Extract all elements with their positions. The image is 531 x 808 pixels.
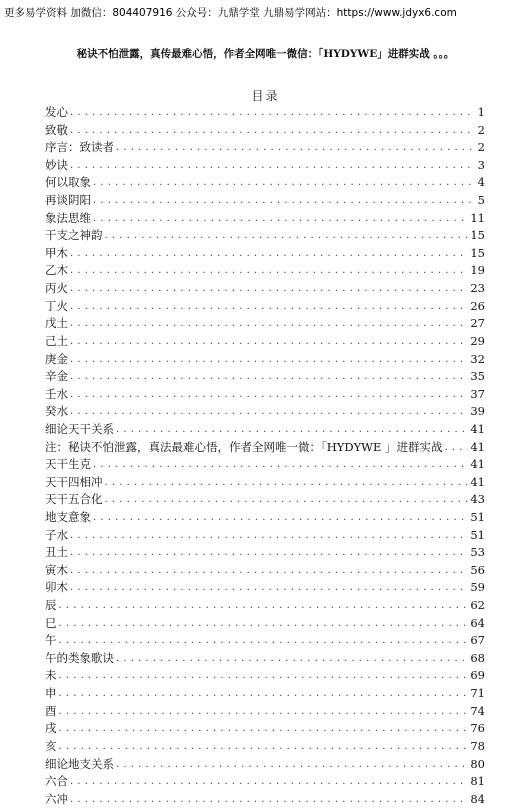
toc-entry-label: 辰 (45, 598, 57, 613)
toc-entry-page: 15 (470, 245, 485, 260)
toc-entry-page: 41 (470, 474, 485, 489)
toc-leader-dots (93, 509, 468, 527)
toc-entry-label: 天干五合化 (45, 492, 103, 507)
toc-leader-dots (59, 632, 469, 650)
toc-entry[interactable] (45, 650, 485, 668)
toc-entry[interactable] (45, 491, 485, 509)
toc-leader-dots (93, 174, 473, 192)
toc-leader-dots (59, 720, 469, 738)
toc-entry[interactable] (45, 562, 485, 580)
toc-entry-label: 注：秘诀不怕泄露，真法最难心悟，作者全网唯一微：「HYDYWE 」进群实战 (45, 439, 443, 454)
toc-leader-dots (116, 756, 468, 774)
toc-entry[interactable] (45, 210, 485, 228)
toc-entry-page: 78 (470, 738, 485, 753)
toc-entry[interactable] (45, 368, 485, 386)
toc-entry-label: 己土 (45, 333, 68, 348)
toc-entry[interactable] (45, 703, 485, 721)
toc-entry-label: 亥 (45, 738, 57, 753)
toc-leader-dots (105, 227, 469, 245)
toc-entry[interactable] (45, 439, 485, 457)
toc-entry-page: 41 (470, 457, 485, 472)
toc-leader-dots (70, 122, 473, 140)
toc-leader-dots (70, 791, 468, 808)
toc-leader-dots (70, 773, 468, 791)
toc-entry[interactable] (45, 756, 485, 774)
toc-leader-dots (59, 668, 469, 686)
toc-entry-page: 2 (477, 122, 485, 137)
toc-entry[interactable] (45, 245, 485, 263)
toc-leader-dots (70, 104, 473, 122)
toc-leader-dots (70, 403, 468, 421)
toc-leader-dots (70, 386, 468, 404)
toc-entry-label: 午 (45, 633, 57, 648)
toc-entry-label: 甲木 (45, 245, 68, 260)
header-note: 秘诀不怕泄露，真传最难心悟，作者全网唯一微信：「HYDYWE」进群实战 。。。 (76, 48, 455, 60)
toc-leader-dots (59, 615, 469, 633)
toc-entry-page: 43 (470, 492, 485, 507)
toc-entry[interactable] (45, 139, 485, 157)
toc-entry[interactable] (45, 685, 485, 703)
toc-entry-label: 干支之神韵 (45, 228, 103, 243)
toc-entry-label: 丙火 (45, 281, 68, 296)
toc-entry-page: 68 (470, 650, 485, 665)
toc-entry-label: 妙诀 (45, 157, 68, 172)
toc-entry[interactable] (45, 544, 485, 562)
toc-entry-page: 69 (470, 668, 485, 683)
top-banner: 更多易学资料 加微信：804407916 公众号：九鼎学堂 九鼎易学网站：https://www.jdyx6.com (4, 7, 457, 19)
toc-entry-label: 丁火 (45, 298, 68, 313)
toc-entry-label: 天干四相冲 (45, 474, 103, 489)
toc-title: 目录 (251, 89, 280, 103)
toc-leader-dots (59, 597, 469, 615)
toc-leader-dots (70, 351, 468, 369)
toc-entry-page: 67 (470, 633, 485, 648)
toc-entry[interactable] (45, 456, 485, 474)
toc-leader-dots (70, 280, 468, 298)
toc-entry-page: 23 (470, 281, 485, 296)
toc-entry-page: 76 (470, 721, 485, 736)
toc-entry-page: 84 (470, 791, 485, 806)
toc-entry-page: 80 (470, 756, 485, 771)
toc-entry-label: 六冲 (45, 791, 68, 806)
toc-entry-label: 天干生克 (45, 457, 91, 472)
toc-entry-page: 51 (470, 527, 485, 542)
toc-entry[interactable] (45, 527, 485, 545)
toc-entry-label: 戌 (45, 721, 57, 736)
toc-leader-dots (116, 139, 473, 157)
toc-entry-page: 27 (470, 316, 485, 331)
toc-entry-page: 4 (477, 175, 485, 190)
toc-entry-label: 发心 (45, 104, 68, 119)
toc-leader-dots (93, 210, 468, 228)
toc-leader-dots (59, 685, 469, 703)
toc-entry-page: 56 (470, 562, 485, 577)
toc-entry-label: 巳 (45, 615, 57, 630)
toc-entry-label: 再谈阴阳 (45, 193, 91, 208)
toc-entry-page: 62 (470, 598, 485, 613)
toc-entry-page: 2 (477, 140, 485, 155)
toc-entry[interactable] (45, 104, 485, 122)
toc-entry-page: 3 (477, 157, 485, 172)
toc-leader-dots (105, 474, 469, 492)
toc-entry[interactable] (45, 474, 485, 492)
toc-entry-page: 41 (470, 421, 485, 436)
toc-entry[interactable] (45, 227, 485, 245)
toc-leader-dots (445, 439, 469, 457)
toc-entry-label: 庚金 (45, 351, 68, 366)
toc-entry-label: 申 (45, 686, 57, 701)
toc-entry-label: 细论地支关系 (45, 756, 114, 771)
toc-entry-label: 细论天干关系 (45, 421, 114, 436)
toc-entry[interactable] (45, 421, 485, 439)
toc-leader-dots (70, 562, 468, 580)
toc-entry-page: 59 (470, 580, 485, 595)
toc-entry[interactable] (45, 157, 485, 175)
toc-entry-label: 地支意象 (45, 510, 91, 524)
toc-entry[interactable] (45, 791, 485, 808)
toc-entry[interactable] (45, 720, 485, 738)
toc-entry[interactable] (45, 579, 485, 597)
toc-entry-label: 壬水 (45, 386, 68, 401)
toc-entry[interactable] (45, 280, 485, 298)
toc-entry-label: 丑土 (45, 545, 68, 560)
toc-leader-dots (70, 298, 468, 316)
toc-entry[interactable] (45, 597, 485, 615)
toc-leader-dots (70, 544, 468, 562)
toc-entry-label: 子水 (45, 527, 68, 542)
toc-entry-page: 64 (470, 615, 485, 630)
toc-leader-dots (105, 491, 469, 509)
toc-entry[interactable] (45, 738, 485, 756)
toc-leader-dots (70, 262, 468, 280)
toc-entry-page: 15 (470, 228, 485, 243)
toc-entry-label: 象法思维 (45, 210, 91, 225)
toc-leader-dots (70, 368, 468, 386)
toc-leader-dots (116, 650, 468, 668)
toc-entry[interactable] (45, 262, 485, 280)
toc-entry-page: 71 (470, 686, 485, 701)
toc-entry[interactable] (45, 122, 485, 140)
toc-entry-page: 19 (470, 263, 485, 278)
toc-entry-label: 寅木 (45, 562, 68, 577)
toc-entry[interactable] (45, 632, 485, 650)
toc-entry-page: 11 (470, 210, 485, 225)
toc-entry-page: 81 (470, 774, 485, 789)
toc-entry[interactable] (45, 333, 485, 351)
toc-entry-page: 32 (470, 351, 485, 366)
toc-entry-page: 26 (470, 298, 485, 313)
toc-entry-label: 午的类象歌诀 (45, 650, 114, 665)
toc-entry-label: 何以取象 (45, 175, 91, 190)
toc-leader-dots (93, 192, 473, 210)
toc-leader-dots (70, 527, 468, 545)
toc-leader-dots (59, 738, 469, 756)
toc-entry-page: 74 (470, 703, 485, 718)
toc-entry[interactable] (45, 668, 485, 686)
toc-entry[interactable] (45, 298, 485, 316)
toc-entry[interactable] (45, 386, 485, 404)
toc-leader-dots (93, 456, 468, 474)
toc-entry[interactable] (45, 403, 485, 421)
toc-leader-dots (70, 157, 473, 175)
toc-entry-label: 致敬 (45, 122, 68, 137)
toc-entry-page: 5 (477, 193, 485, 208)
toc-entry[interactable] (45, 509, 485, 527)
toc-entry-label: 乙木 (45, 263, 68, 278)
toc-entry-page: 39 (470, 404, 485, 419)
toc-entry-page: 51 (470, 510, 485, 524)
toc-entry[interactable] (45, 615, 485, 633)
toc-entry-label: 卯木 (45, 580, 68, 595)
toc-entry-page: 1 (477, 104, 485, 119)
toc-entry-label: 癸水 (45, 404, 68, 419)
table-of-contents (45, 104, 485, 808)
toc-entry-label: 辛金 (45, 369, 68, 384)
toc-entry[interactable] (45, 192, 485, 210)
toc-leader-dots (116, 421, 468, 439)
toc-entry-label: 戊土 (45, 316, 68, 331)
toc-entry-page: 53 (470, 545, 485, 560)
toc-leader-dots (59, 703, 469, 721)
toc-entry-label: 未 (45, 668, 57, 683)
toc-leader-dots (70, 315, 468, 333)
toc-entry-page: 35 (470, 369, 485, 384)
toc-leader-dots (70, 333, 468, 351)
toc-entry-page: 37 (470, 386, 485, 401)
toc-entry-label: 六合 (45, 774, 68, 789)
toc-entry[interactable] (45, 773, 485, 791)
toc-entry[interactable] (45, 174, 485, 192)
toc-entry-label: 序言：致读者 (45, 140, 114, 155)
toc-entry-page: 29 (470, 333, 485, 348)
toc-leader-dots (70, 579, 468, 597)
toc-leader-dots (70, 245, 468, 263)
toc-entry-page: 41 (470, 439, 485, 454)
toc-entry[interactable] (45, 351, 485, 369)
toc-entry[interactable] (45, 315, 485, 333)
toc-entry-label: 酉 (45, 703, 57, 718)
